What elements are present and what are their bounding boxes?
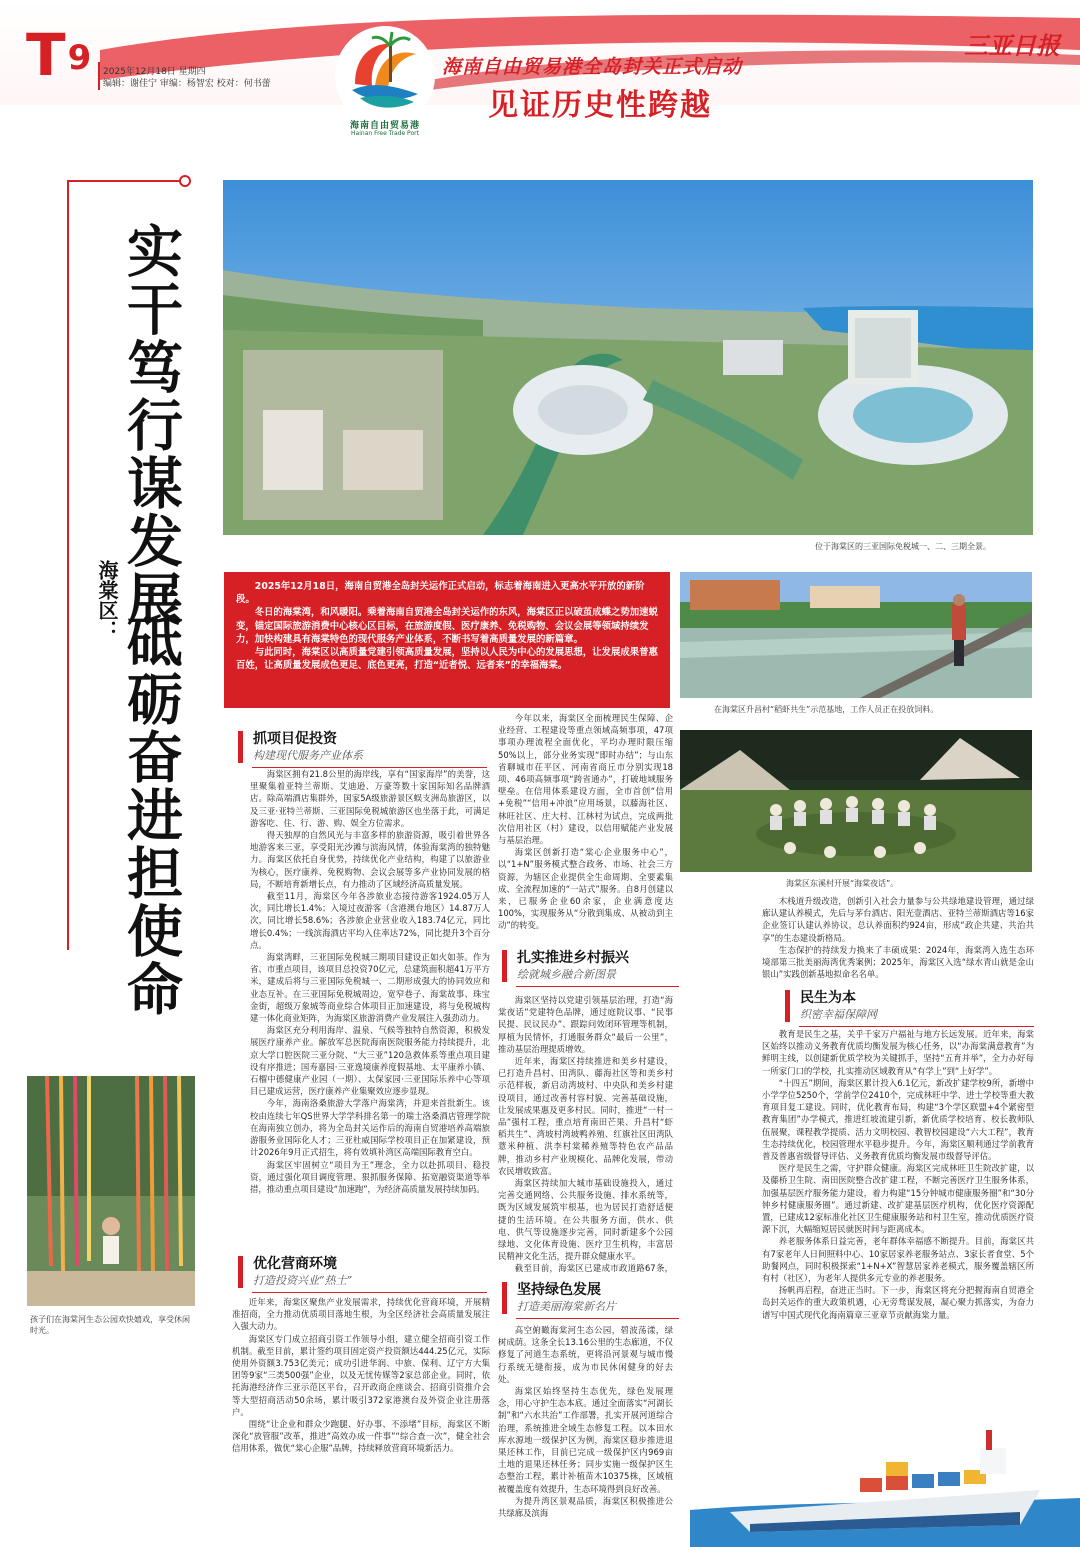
editors-line: 编辑：谢佳宁 审编：杨智宏 校对：何书蕾 [103, 79, 271, 89]
kids-park-caption: 孩子们在海棠河生态公园欢快嬉戏，享受休闲时光。 [30, 1315, 190, 1335]
kids-park-photo [27, 1076, 195, 1306]
aerial-photo-caption: 位于海棠区的三亚国际免税城一、二、三期全景。 [815, 542, 991, 551]
lead-paragraph: 冬日的海棠湾，和风暖阳。乘着海南自贸港全岛封关运作的东风，海棠区正以破茧成蝶之势加速蜕变，锚定国际旅游消费中心核心区目标，在旅游度假、医疗康养、免税购物、会议会展等领域持续发力，加快构建具有海棠特色的现代服务产业体系，不断书写着高质量发展的新篇章。 [236, 607, 658, 645]
article-column-rural: 海棠区坚持以党建引领基层治理，打造“海棠夜话”党建特色品牌，通过庭院议事、“民事民提、民议民办”、跟踪问效闭环管理等机制，厚植为民情怀，打通服务群众“最后一公里”，推动基层治理提质增效。 近年来，海棠区持续推进和美乡村建设，已打造升昌村、田湾队、藤海社区等和美乡村示范样板，新启动湾坡村、中央队和美乡村建设项目，通过改善村容村貌、完善基础设施，让发展成果惠及更多村民。同时，推进“一村一品”强村工程，重点培育南田芒果、升昌村“虾稻共生”、湾坡村湾坡鸭养殖、红旗社区田湾队薏米种植、洪李村棠稀养殖等特色农产品品牌，推动乡村产业规模化、品牌化发展，带动农民增收致富。 海棠区持续加大城市基础设施投入，通过完善交通网络、公共服务设施、排水系统等，既为区域发展筑牢根基，也为居民打造舒适便捷的生活环境。在公共服务方面，供水、供电、供气等设施逐步完善，同时新建多个公园绿地、文化体育设施、医疗卫生机构，丰富居民精神文化生活，提升群众健康水平。 截至目前，海棠区已建成市政道路67条， [498, 995, 673, 1274]
main-title-line-2: 砥砺奋进担使命 [118, 612, 184, 1018]
article-column-green-cont: 木栈道升级改造，创新引入社会力量参与公共绿地建设管理，通过绿廊认建认养模式，先后与茅台酒店、阳光壹酒店、亚特兰蒂斯酒店等16家企业签订认建认养协议，总认养面积约924亩，形成“政企共建、共治共享”的生态建设新格局。 生态保护的持续发力换来了丰硕成果：2024年，海棠湾入选生态环境部第三批美丽海湾优秀案例；2025年，海棠区入选“绿水青山就是金山银山”实践创新基地拟命名名单。 [762, 896, 1034, 980]
article-column-projects: 海棠区拥有21.8公里的海岸线，享有“国家海岸”的美誉，这里聚集着亚特兰蒂斯、艾迪逊、万豪等数十家国际知名品牌酒店。除高端酒店集群外，国家5A级旅游景区蜈支洲岛旅游区，以及三亚·亚特兰蒂斯、三亚国际免税城旅游区也坐落于此，可满足游客吃、住、行、游、购、娱全方位需求。 得天独厚的自然风光与丰富多样的旅游资源，吸引着世界各地游客来三亚，享受阳光沙滩与滨海风情，体验海棠湾的独特魅力。海棠区依托自身优势，持续优化产业结构，构建了以旅游业为核心，医疗康养、免税购物、会议会展等多产业协同发展的格局，不断培育新增长点，有力推动了区域经济高质量发展。 截至11月，海棠区今年各涉旅业态接待游客1924.05万人次，同比增长1.4%；入境过夜游客（含港澳台地区）14.87万人次，同比增长58.6%；各涉旅企业营业收入183.74亿元，同比增长0.4%；一线滨海酒店平均入住率达72%，同比提升3个百分点。 海棠湾畔，三亚国际免税城三期项目建设正如火如荼。作为省、市重点项目，该项目总投资70亿元，总建筑面积超41万平方米，建成后将与三亚国际免税城一、二期形成强大的协同效应和业态互补。在三亚国际免税城周边，宽窄巷子、海棠故事、珠宝金街，超级万象城等商业综合体项目正加速建设，将与免税城构建一体化商业矩阵，为海棠区旅游消费产业发展注入强劲动力。 海棠区充分利用海岸、温泉、气候等独特自然资源，积极发展医疗康养产业。解放军总医院海南医院服务能力持续提升，北京大学口腔医院三亚分院、“大三亚”120急救体系等重点项目建设有序推进；国寿嘉园·三亚逸境康养度假基地、太平康养小镇、石榴中德健康产业园（一期）、太保家园·三亚国际乐养中心等项目已建成运营，医疗康养产业集聚效应逐步显现。 今年，海南洛桑旅游大学落户海棠湾，并迎来首批新生。该校由连续七年QS世界大学学科排名第一的瑞士洛桑酒店管理学院在海南独立创办，将为全岛封关运作后的海南自贸港培养高端旅游服务业国际化人才；三亚杜威国际学校项目正在加紧建设，预计2026年9月正式招生，将有效填补湾区高端国际教育空白。 海棠区牢固树立“项目为王”理念，全力以赴抓项目、稳投资，通过强化项目调度管理、狠抓服务保障、拓宽融资渠道等举措，推动重点项目建设“加速跑”，为经济高质量发展持续加码。 [250, 769, 490, 1194]
aerial-photo [223, 180, 1033, 535]
section-heading-business: 优化营商环境 打造投资兴业“热土” [238, 1256, 478, 1288]
night-talk-caption: 海棠区东溪村开展“海棠夜话”。 [786, 879, 899, 888]
header-divider [98, 62, 100, 90]
banner-subheadline: 见证历史性跨越 [488, 88, 712, 123]
logo-text-cn: 海南自由贸易港 [349, 121, 420, 131]
page-number: T9 [26, 21, 92, 89]
title-prefix: 海棠区： [95, 560, 119, 640]
cargo-ship-icon [690, 1420, 1080, 1547]
section-heading-green: 坚持绿色发展 打造美丽海棠新名片 [502, 1282, 670, 1314]
lead-paragraph: 2025年12月18日，海南自贸港全岛封关运作正式启动，标志着海南进入更高水平开放的新阶段。 [236, 581, 645, 606]
logo-text-en: Hainan Free Trade Port [351, 130, 419, 137]
rice-shrimp-photo [680, 572, 1032, 698]
article-column-green: 高空俯瞰海棠河生态公园，碧波荡漾，绿树成荫。这条全长13.16公里的生态廊道，不仅修复了河道生态系统，更将沿河景观与城市慢行系统无缝衔接，成为市民休闲健身的好去处。 海棠区始终坚持生态优先，绿色发展理念，用心守护生态本底。通过全面落实“河湖长制”和“六水共治”工作部署，扎实开展河道综合治理，系统推进全域生态修复工程。以本田水库水源地一级保护区为例，海棠区稳步推进退果还林工作，目前已完成一级保护区内969亩土地的退果还林任务；同步实施一级保护区生态整治工程，累计补植苗木10375株，区域植被覆盖度有效提升，生态环境得到良好改善。 为提升湾区景观品质，海棠区积极推进公共绿廊及滨海 [498, 1325, 673, 1519]
masthead: 三亚日报 [964, 31, 1060, 60]
page-meta [103, 66, 271, 90]
article-column-livelihood: 教育是民生之基，关乎千家万户福祉与地方长远发展。近年来，海棠区始终以推动义务教育优质均衡发展为核心任务，以“办海棠满意教育”为鲜明主线，以创建新优质学校为关键抓手，坚持“五育并举”，全力办好每一所家门口的学校，扎实推动区域教育从“有学上”到“上好学”。 “十四五”期间，海棠区累计投入6.1亿元，新改扩建学校9所，新增中小学学位5250个，学前学位2410个，完成林旺中学、进士学校等重大教育项目复工建设。同时，优化教育布局，构建“3个学区联盟+4个紧密型教育集团”办学模式，推进红坡流建引新，新优质学校培育、校长教师队伍展聚，课程教学提质、活力文明校园、教智校园建设“六大工程”，教育生态持续优化，校园管理水平稳步提升。今年，海棠区顺利通过学前教育普及普惠省级督导评估、义务教育优质均衡发展市级督导评估。 医疗是民生之需，守护群众健康。海棠区完成林旺卫生院改扩建，以及藤桥卫生院、南田医院整合改扩建工程，不断完善医疗卫生服务体系，加强基层医疗服务能力建设，着力构建“15分钟城市健康服务圈”和“30分钟乡村健康服务圈”。通过新建、改扩建基层医疗机构，优化医疗资源配置，已建成12家标准化社区卫生健康服务站和村卫生室，推动优质医疗资源下沉，大幅缩短居民就医时间与距离成本。 养老服务体系日益完善，老年群体幸福感不断提升。目前，海棠区共有7家老年人日间照料中心、10家居家养老服务站点、3家长者食堂、5个助餐网点，同时积极探索“1+N+X”智慧居家养老模式，服务覆盖辖区所有村（社区），为老年人提供多元专业的养老服务。 扬帆再启程，奋进正当时。下一步，海棠区将充分把握海南自贸港全岛封关运作的重大政策机遇，心无旁骛谋发展，凝心聚力抓落实，为奋力谱写中国式现代化海南篇章三亚章节贡献海棠力量。 [762, 1029, 1034, 1320]
section-heading-projects: 抓项目促投资 构建现代服务产业体系 [238, 731, 478, 763]
frame-line-top [67, 180, 185, 182]
article-column-business-cont: 今年以来，海棠区全面梳理民生保障、企业经营、工程建设等重点领域高频事项，47项事项办理流程全面优化，平均办理时限压缩50%以上，部分业务实现“即时办结”；与山东省聊城市茌平区、河南省商丘市分别实现18项、46项高频事项“跨省通办”，打破地域服务壁垒。在信用体系建设方面，全市首创“信用+免税”“信用+冲浪”应用场景，以藤海社区、林旺社区、庄大村、江林村为试点，完成两批次信用社区（村）建设，以信用赋能产业发展与基层治理。 海棠区创新打造“棠心企业服务中心”，以“1+N”服务模式整合政务、市场、社会三方资源，为辖区企业提供全生命周期、全要素集成、全流程加速的“一站式”服务。自8月创建以来，已服务企业60余家，企业满意度达100%，实现服务从“分散到集成、从被动到主动”的转变。 [498, 713, 673, 931]
main-title-line-1: 实干笃行谋发展 [118, 222, 184, 628]
article-column-business: 近年来，海棠区聚焦产业发展需求，持续优化营商环境，开展精准招商，全力推动优质项目落地生根，为全区经济社会高质量发展注入强大动力。 海棠区专门成立招商引资工作领导小组，建立健全招商引资工作机制。截至目前，累计签约项目固定资产投资额达444.25亿元，实际使用外资额3.753亿美元；成功引进华润、中旅、保利、辽宁方大集团等9家“三类500强”企业，以及无忧传媒等2家总部企业。同时，依托海港经济作三亚示范区平台，召开政商企座谈会、招商引资推介会等大型招商活动50余场，累计吸引372家港澳台及外资企业注册落户。 围绕“让企业和群众少跑腿、好办事、不添堵”目标，海棠区不断深化“放管服”改革，推进“高效办成一件事”“综合查一次”，健全社会信用体系，做优“棠心企服”品牌，持续释放营商环境新活力。 [232, 1297, 490, 1454]
night-talk-photo [680, 730, 1032, 872]
frame-dot [179, 175, 191, 187]
date-line: 2025年12月18日 星期四 [103, 67, 206, 77]
lead-box [224, 572, 670, 708]
lead-paragraph: 与此同时，海棠区以高质量党建引领高质量发展，坚持以人民为中心的发展思想，让发展成果普惠百姓，让高质量发展成色更足、底色更亮，打造“近者悦、远者来”的幸福海棠。 [236, 647, 658, 672]
section-heading-rural: 扎实推进乡村振兴 绘就城乡融合新图景 [502, 950, 670, 982]
banner-headline: 海南自由贸易港全岛封关正式启动 [442, 56, 743, 78]
rice-shrimp-caption: 在海棠区升昌村“稻虾共生”示范基地，工作人员正在投放饲料。 [714, 705, 939, 714]
frame-line-vertical [67, 180, 69, 950]
section-heading-livelihood: 民生为本 织密幸福保障网 [785, 990, 1025, 1022]
